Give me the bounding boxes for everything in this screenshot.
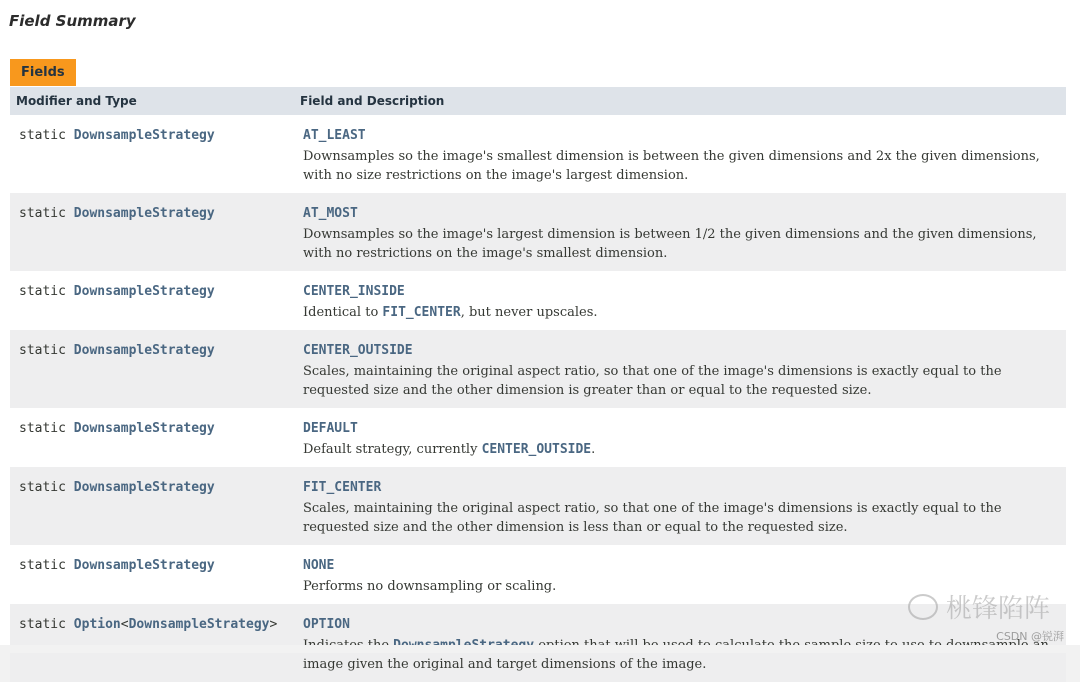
field-link-none[interactable]: NONE [303, 558, 335, 573]
table-row [10, 408, 1066, 467]
modifier-text: static [19, 284, 74, 299]
type-link-option[interactable]: Option [73, 617, 121, 632]
modifier-text: static [19, 617, 74, 632]
field-description-cell [294, 115, 1066, 193]
field-description-cell [294, 271, 1066, 330]
modifier-text: static [19, 421, 74, 436]
watermark [908, 588, 1050, 625]
table-row [10, 115, 1066, 193]
type-link[interactable]: DownsampleStrategy [73, 284, 215, 299]
bottom-scroll-strip [0, 645, 1080, 653]
field-description: Downsamples so the image's smallest dimension is between the given dimensions and 2x the given dimensions, with no size restrictions on the image's largest dimension. [303, 149, 1040, 183]
field-link-fit-center[interactable]: FIT_CENTER [303, 480, 382, 495]
desc-prefix: Identical to [303, 305, 383, 320]
inline-code-link[interactable]: FIT_CENTER [382, 305, 461, 320]
type-link[interactable]: DownsampleStrategy [128, 617, 270, 632]
type-link[interactable]: DownsampleStrategy [73, 558, 215, 573]
field-description-cell [294, 408, 1066, 467]
table-header-row [10, 87, 1066, 115]
generic-close-bracket: > [269, 617, 278, 632]
inline-code-link[interactable]: CENTER_OUTSIDE [481, 442, 592, 457]
generic-open-bracket: < [120, 617, 129, 632]
modifier-type-cell [10, 271, 294, 330]
header-modifier-and-type: Modifier and Type [10, 87, 294, 115]
field-link-default[interactable]: DEFAULT [303, 421, 358, 436]
modifier-type-cell [10, 545, 294, 604]
field-description: Performs no downsampling or scaling. [303, 579, 557, 594]
field-description: Scales, maintaining the original aspect ratio, so that one of the image's dimensions is exactly equal to the requested size and the other dimension is greater than or equal to the requested size. [303, 364, 1002, 398]
watermark-text: 桃锋陷阵 [945, 594, 1050, 624]
modifier-text: static [19, 558, 74, 573]
field-description-cell [294, 193, 1066, 271]
modifier-type-cell [10, 330, 294, 408]
field-description: Downsamples so the image's largest dimension is between 1/2 the given dimensions and the given dimensions, with no restrictions on the image's smallest dimension. [303, 227, 1037, 261]
type-link[interactable]: DownsampleStrategy [73, 343, 215, 358]
table-row [10, 467, 1066, 545]
watermark-credit: CSDN @锐湃 [996, 630, 1064, 643]
field-description: Scales, maintaining the original aspect ratio, so that one of the image's dimensions is exactly equal to the requested size and the other dimension is less than or equal to the requested size. [303, 501, 1002, 535]
field-link-center-inside[interactable]: CENTER_INSIDE [303, 284, 405, 299]
modifier-type-cell [10, 193, 294, 271]
field-link-option[interactable]: OPTION [303, 617, 350, 632]
field-link-at-most[interactable]: AT_MOST [303, 206, 358, 221]
desc-suffix: , but never upscales. [460, 305, 598, 320]
field-description [303, 303, 1060, 322]
field-description-cell [294, 330, 1066, 408]
header-field-and-description: Field and Description [294, 87, 1066, 115]
modifier-text: static [19, 343, 74, 358]
modifier-type-cell [10, 467, 294, 545]
field-description-cell [294, 467, 1066, 545]
desc-prefix: Default strategy, currently [303, 442, 482, 457]
field-link-at-least[interactable]: AT_LEAST [303, 128, 366, 143]
type-link[interactable]: DownsampleStrategy [73, 206, 215, 221]
field-description [303, 636, 1060, 674]
modifier-text: static [19, 206, 74, 221]
table-row [10, 193, 1066, 271]
modifier-type-cell [10, 604, 294, 682]
tab-fields[interactable]: Fields [10, 59, 76, 86]
field-link-center-outside[interactable]: CENTER_OUTSIDE [303, 343, 413, 358]
type-link[interactable]: DownsampleStrategy [73, 480, 215, 495]
modifier-type-cell [10, 408, 294, 467]
table-row [10, 271, 1066, 330]
wechat-icon [908, 594, 938, 620]
type-link[interactable]: DownsampleStrategy [73, 421, 215, 436]
modifier-text: static [19, 480, 74, 495]
table-row [10, 330, 1066, 408]
section-title: Field Summary [9, 12, 136, 30]
field-description [303, 440, 1060, 459]
type-link[interactable]: DownsampleStrategy [73, 128, 215, 143]
desc-suffix: image given the original and target dimensions of the image. [303, 657, 707, 672]
desc-suffix: . [591, 442, 596, 457]
modifier-text: static [19, 128, 74, 143]
modifier-type-cell [10, 115, 294, 193]
